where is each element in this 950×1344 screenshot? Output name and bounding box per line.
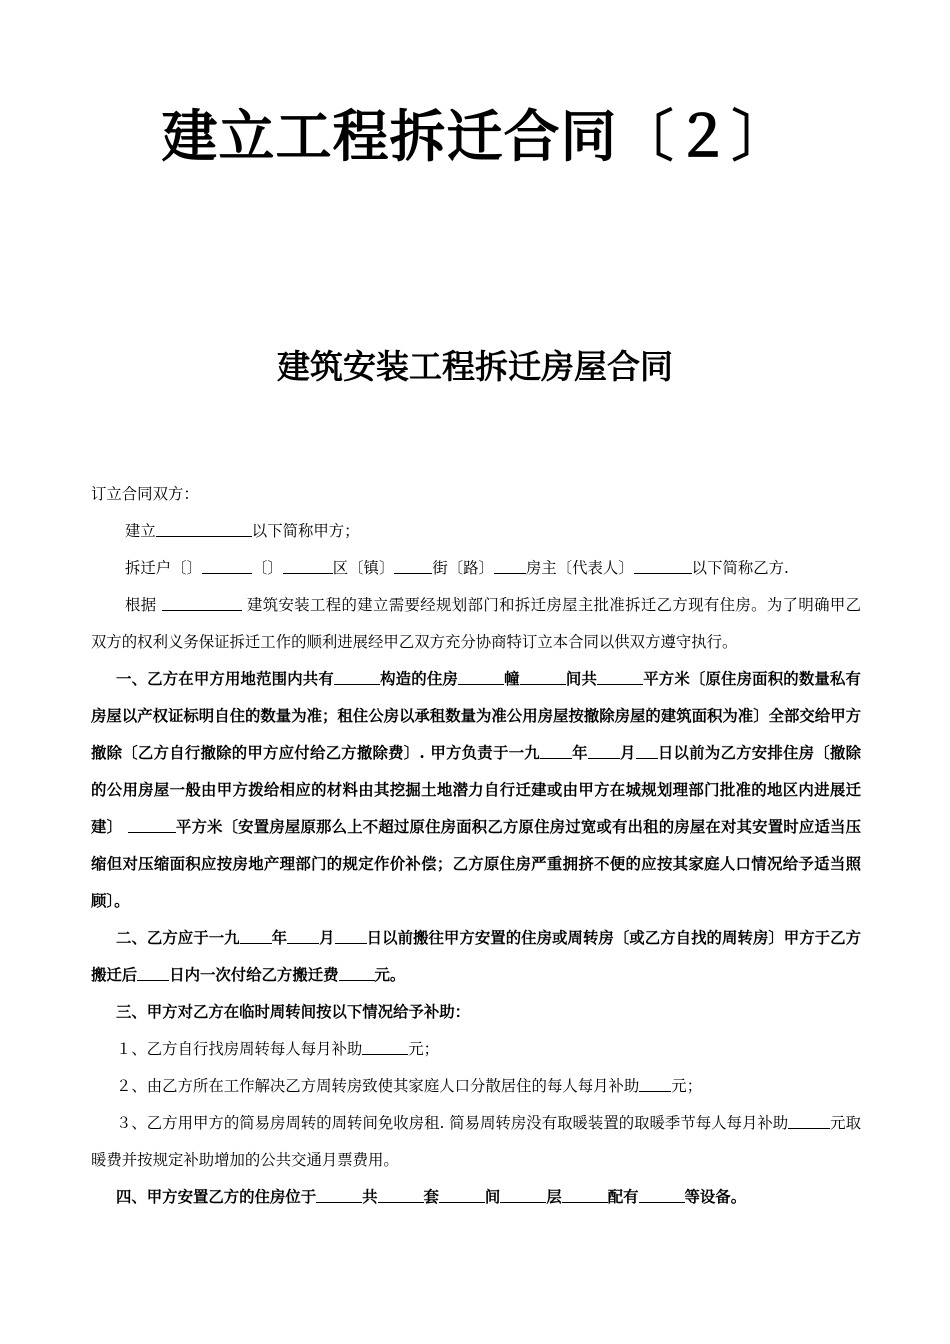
basis-prefix: 根据	[125, 596, 157, 614]
basis-text: 建筑安装工程的建立需要经规划部门和拆迁房屋主批准拆迁乙方现有住房。为了明确甲乙双方的权利义务保证拆迁工作的顺利进展经甲乙双方充分协商特订立本合同以供双方遵守执行。	[91, 596, 861, 651]
clause-text: 元。	[374, 966, 406, 984]
clause-text: 共	[362, 1188, 378, 1206]
clause-text: ３、乙方用甲方的简易房周转的周转间免收房租. 简易周转房没有取暖装置的取暖季节每人每月补助	[116, 1114, 789, 1132]
blank-field[interactable]	[394, 556, 432, 574]
clause-text: 间	[484, 1188, 501, 1206]
clause-4	[91, 1179, 861, 1216]
clause-text: 间共	[565, 670, 598, 688]
clause-text: 四、甲方安置乙方的住房位于	[116, 1188, 317, 1206]
clause-text: 月	[619, 744, 636, 762]
clause-2	[91, 920, 861, 994]
blank-field[interactable]	[335, 926, 367, 944]
clause-3-item-3	[91, 1105, 861, 1179]
party-b-text: 区〔镇〕	[332, 559, 395, 577]
party-a-line	[91, 513, 861, 550]
clause-text: 日以前为乙方安排住房〔撤除的公用房屋一般由甲方拨给相应的材料由其挖掘土地潜力自行迁建或由甲方在城规划理部门批准的地区内进展迁建〕	[91, 744, 861, 836]
blank-field[interactable]	[588, 741, 620, 759]
clause-3-item-2	[91, 1068, 861, 1105]
clause-3-item-1	[91, 1031, 861, 1068]
clause-text: ２、由乙方所在工作解决乙方周转房致使其家庭人口分散居住的每人每月补助	[116, 1077, 640, 1095]
blank-field[interactable]	[378, 1185, 424, 1203]
blank-field[interactable]	[639, 1074, 671, 1092]
blank-field[interactable]	[458, 667, 504, 685]
blank-field[interactable]	[494, 556, 526, 574]
blank-field[interactable]	[439, 1185, 485, 1203]
clause-heading: 三、甲方对乙方在临时周转间按以下情况给予补助：	[116, 1003, 470, 1021]
blank-field[interactable]	[156, 519, 252, 537]
document-title: 建立工程拆迁合同〔２〕	[161, 105, 789, 170]
parties-intro	[91, 476, 861, 513]
blank-field[interactable]	[287, 926, 319, 944]
clause-text: 平方米〔安置房屋原那么上不超过原住房面积乙方原住房过宽或有出租的房屋在对其安置时应适当压缩但对压缩面积应按房地产理部门的规定作价补偿；乙方原住房严重拥挤不便的应按其家庭人口情况给予适当照顾〕。	[91, 818, 861, 910]
party-a-suffix: 以下简称甲方；	[251, 522, 360, 540]
clause-text: 日以前搬往甲方安置的住房或周转房〔或乙方自找的周转房〕甲方于乙方搬迁后	[91, 929, 861, 984]
party-b-text: 〔〕	[251, 559, 283, 577]
contract-subtitle: 建筑安装工程拆迁房屋合同	[277, 347, 673, 386]
blank-field[interactable]	[540, 741, 572, 759]
blank-field[interactable]	[202, 556, 252, 574]
clause-text: 套	[423, 1188, 439, 1206]
party-b-text: 房主〔代表人〕	[525, 559, 634, 577]
blank-field[interactable]	[339, 963, 375, 981]
basis-paragraph	[91, 587, 861, 661]
clause-text: 年	[571, 744, 588, 762]
clause-text: 一、乙方在甲方用地范围内共有	[116, 670, 334, 688]
clause-text: 元；	[408, 1040, 440, 1058]
clause-text: 二、乙方应于一九	[116, 929, 240, 947]
party-b-text: 街〔路〕	[432, 559, 494, 577]
clause-text: 等设备。	[684, 1188, 747, 1206]
blank-field[interactable]	[597, 667, 643, 685]
clause-3-heading	[91, 994, 861, 1031]
clause-text: 元取暖费并按规定补助增加的公共交通月票费用。	[91, 1114, 861, 1169]
party-b-suffix: 以下简称乙方.	[691, 559, 789, 577]
party-a-prefix: 建立	[125, 522, 156, 540]
clause-text: 月	[319, 929, 335, 947]
blank-field[interactable]	[788, 1111, 830, 1129]
clause-text: 幢	[503, 670, 520, 688]
clause-text: 层	[546, 1188, 562, 1206]
blank-field[interactable]	[283, 556, 333, 574]
clause-text: １、乙方自行找房周转每人每月补助	[116, 1040, 363, 1058]
clause-text: 元；	[671, 1077, 703, 1095]
blank-field[interactable]	[500, 1185, 546, 1203]
clause-text: 平方米〔原住房面积的数量私有房屋以产权证标明自住的数量为准；租住公房以承租数量为准公用房屋按撤除房屋的建筑面积为准〕全部交给甲方撤除〔乙方自行撤除的甲方应付给乙方撤除费〕. 甲方负责于一九	[91, 670, 861, 762]
blank-field[interactable]	[128, 815, 176, 833]
clause-1	[91, 661, 861, 920]
parties-intro-text: 订立合同双方：	[91, 485, 199, 503]
blank-field[interactable]	[137, 963, 169, 981]
party-b-prefix: 拆迁户〔〕	[125, 559, 202, 577]
blank-field[interactable]	[636, 741, 658, 759]
blank-field[interactable]	[334, 667, 380, 685]
clause-text: 构造的住房	[379, 670, 458, 688]
clause-text: 配有	[607, 1188, 639, 1206]
blank-field[interactable]	[240, 926, 272, 944]
blank-field[interactable]	[562, 1185, 608, 1203]
contract-body	[91, 476, 861, 1216]
blank-field[interactable]	[520, 667, 566, 685]
blank-field[interactable]	[639, 1185, 685, 1203]
blank-field[interactable]	[634, 556, 692, 574]
blank-field[interactable]	[362, 1037, 408, 1055]
blank-field[interactable]	[316, 1185, 362, 1203]
blank-field[interactable]	[162, 593, 242, 611]
clause-text: 日内一次付给乙方搬迁费	[169, 966, 339, 984]
clause-text: 年	[271, 929, 288, 947]
party-b-line	[91, 550, 861, 587]
